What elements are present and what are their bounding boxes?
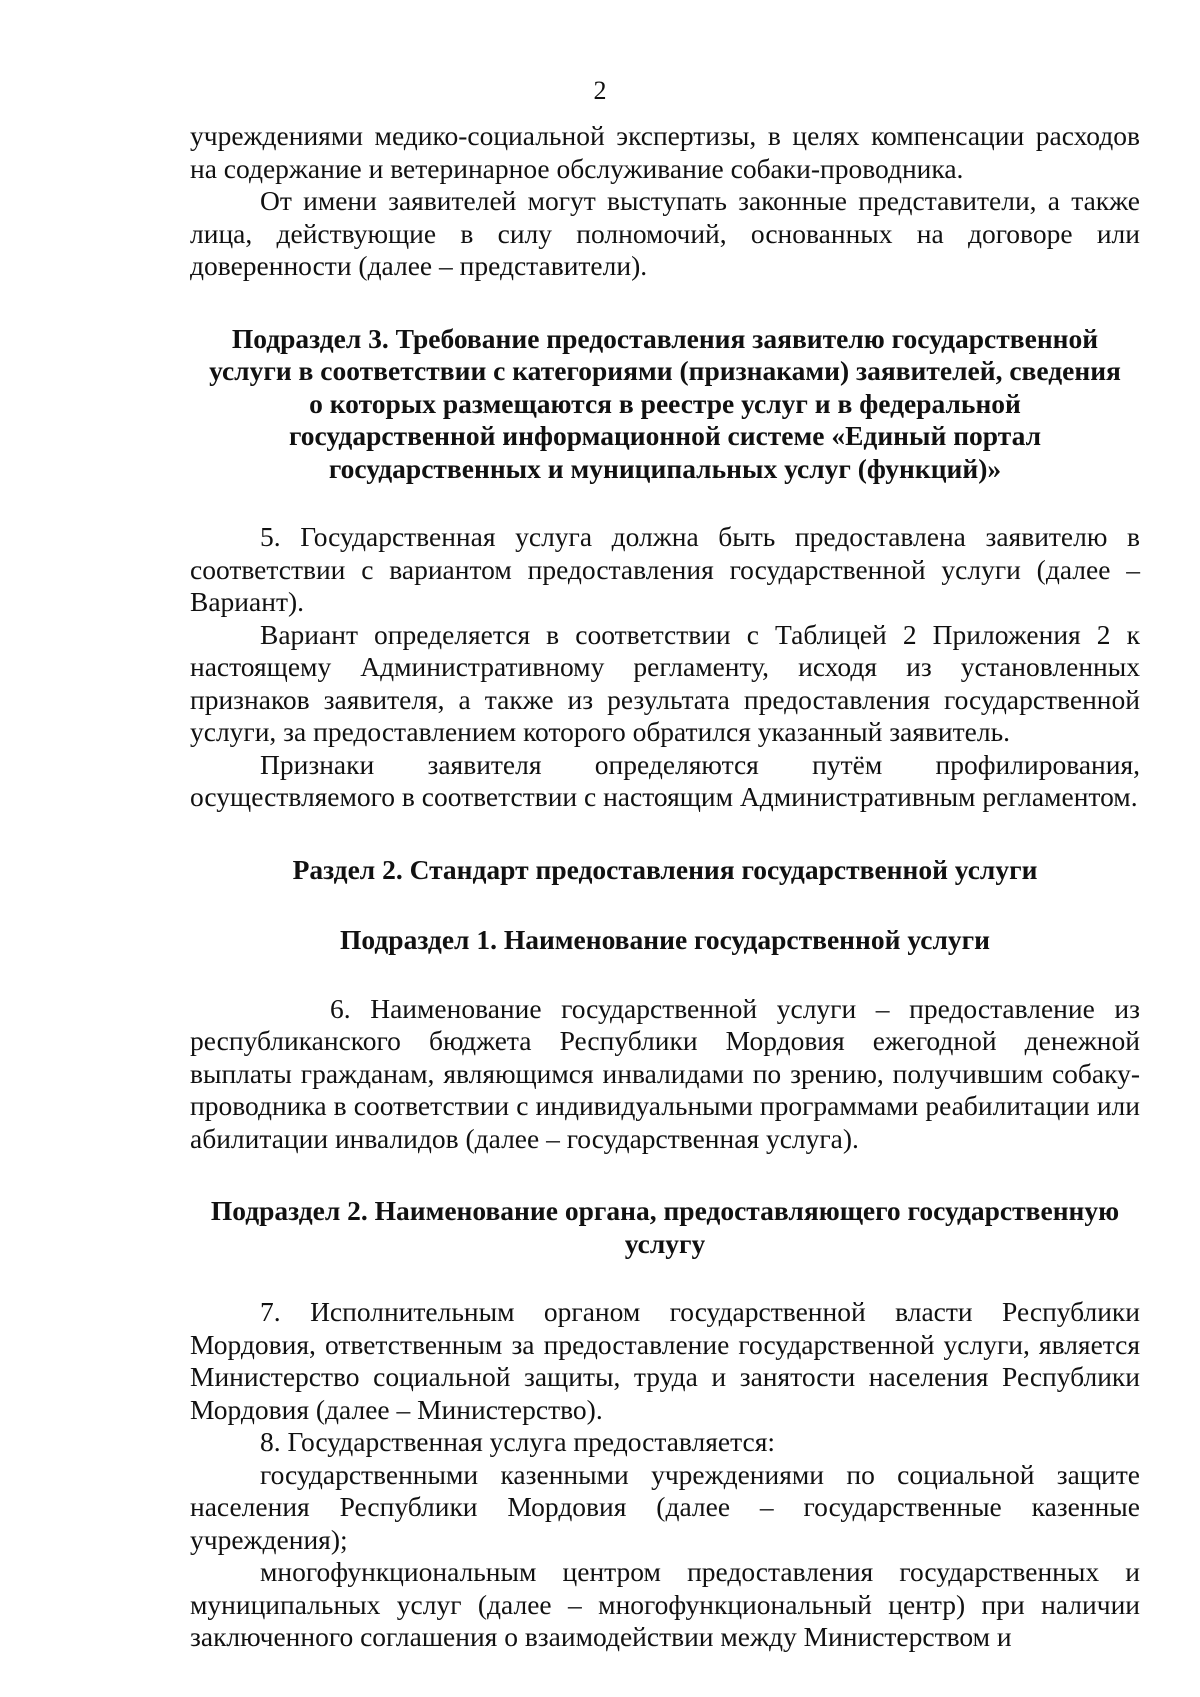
heading-subsection-3-line: Подраздел 3. Требование предоставления заявителю государственной [231, 322, 1099, 354]
paragraph-variant: Вариант определяется в соответствии с Таблицей 2 Приложения 2 к настоящему Административному регламенту, исходя из установленных признаков заявителя, а также из результата предоставления государственной услуги, за предоставлением которого обратился указанный заявитель. [190, 618, 1140, 747]
paragraph-6: 6. Наименование государственной услуги – предоставление из республиканского бюджета Республики Мордовия ежегодной денежной выплаты гражданам, являющимся инвалидами по зрению, получившим собаку-проводника в соответствии с индивидуальными программами реабилитации или абилитации инвалидов (далее – государственная услуга). [190, 992, 1140, 1154]
heading-subsection-3 [190, 323, 1140, 486]
paragraph-applicant-signs: Признаки заявителя определяются путём профилирования, осуществляемого в соответствии с настоящим Административным регламентом. [190, 748, 1140, 812]
paragraph-intro-continuation: учреждениями медико-социальной экспертизы, в целях компенсации расходов на содержание и ветеринарное обслуживание собаки-проводника. [190, 120, 1140, 184]
heading-subsection-3-line: услуги в соответствии с категориями (признаками) заявителей, сведения [209, 355, 1121, 386]
heading-subsection-2-line: услугу [624, 1227, 706, 1259]
heading-subsection-3-line: государственной информационной системе «Единый портал [289, 420, 1041, 451]
paragraph-representatives: От имени заявителей могут выступать законные представители, а также лица, действующие в силу полномочий, основанных на договоре или доверенности (далее – представители). [190, 185, 1140, 281]
heading-section-2: Раздел 2. Стандарт предоставления государственной услуги [292, 853, 1038, 885]
paragraph-5: 5. Государственная услуга должна быть предоставлена заявителю в соответствии с вариантом предоставления государственной услуги (далее – Вариант). [190, 521, 1140, 617]
heading-subsection-3-line: государственных и муниципальных услуг (функций)» [328, 452, 1002, 484]
paragraph-8-mfc: многофункциональным центром предоставления государственных и муниципальных услуг (далее – многофункциональный центр) при наличии заключенного соглашения о взаимодействии между Министерством и [190, 1556, 1140, 1652]
paragraph-8: 8. Государственная услуга предоставляется: [260, 1426, 775, 1457]
heading-subsection-3-line: о которых размещаются в реестре услуг и в федеральной [309, 387, 1021, 419]
heading-subsection-2-line: Подраздел 2. Наименование органа, предоставляющего государственную [210, 1195, 1120, 1226]
page-number: 2 [593, 76, 607, 105]
heading-subsection-2 [190, 1195, 1140, 1260]
paragraph-7: 7. Исполнительным органом государственной власти Республики Мордовия, ответственным за предоставление государственной услуги, является Министерство социальной защиты, труда и занятости населения Республики Мордовия (далее – Министерство). [190, 1296, 1140, 1425]
heading-subsection-1: Подраздел 1. Наименование государственной услуги [340, 924, 990, 955]
paragraph-8-state-institutions: государственными казенными учреждениями по социальной защите населения Республики Мордовия (далее – государственные казенные учреждения); [190, 1458, 1140, 1555]
document-body [190, 120, 1140, 1654]
